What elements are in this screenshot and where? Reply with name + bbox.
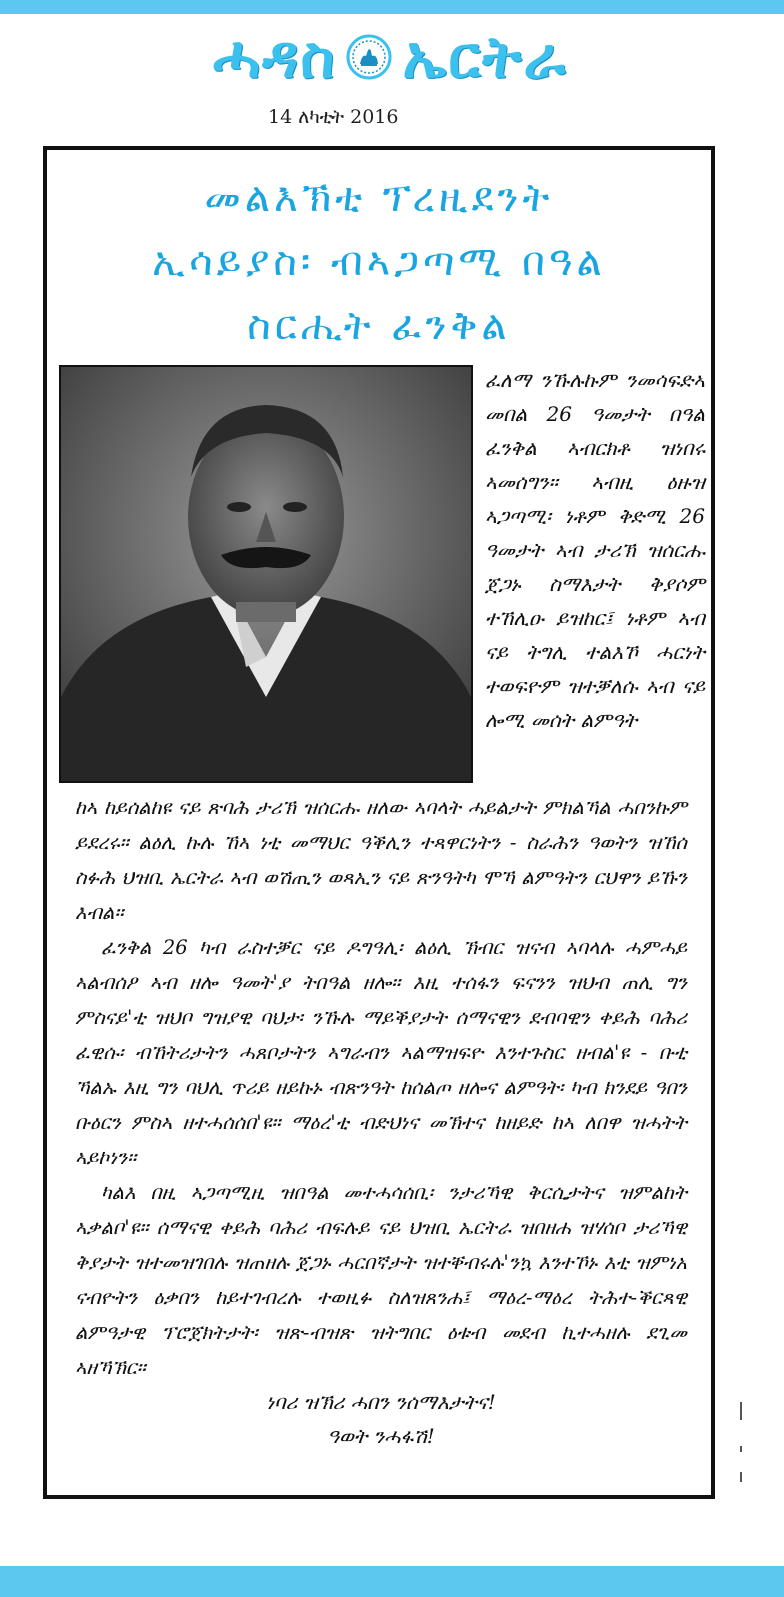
- portrait-image-icon: [61, 367, 471, 781]
- side-column-text: [485, 363, 705, 737]
- portrait-photo: [59, 365, 473, 783]
- masthead: [80, 22, 700, 92]
- article-paragraph-1: ከኣ ከይሰልከዩ ናይ ጽባሕ ታሪኽ ዝሰርሑ ዘለው ኣባላት ሓይልታት ምክልኻል ሓበንኩም ይደረሩ። ልዕሊ ኩሉ ኸኣ ነቲ መማህር ዓቕሊን ተጻዋርነትን - ስራሕን ዓወትን ዝኸሰ ስፉሕ ህዝቢ ኤርትራ ኣብ ወሽጢን ወጻኢን ናይ ጽንዓትካ ሞኻ ልምዓትን ርህዋን ይኹን እብል።: [75, 796, 687, 924]
- issue-date: 14 ለካቲት 2016: [268, 106, 399, 128]
- article-box: [43, 146, 715, 1499]
- article-paragraph-2: ፈንቅል 26 ካብ ራስተቓር ናይ ዶግዓሊ፡ ልዕሊ ኽብር ዝናብ ኣባላሉ ሓምሓይ ኣልብሰዖ ኣብ ዘሎ ዓመት'ያ ትበዓል ዘሎ። እዚ ተሰፋን ፍናንን ዝህብ ጠሊ ግን ምስናይ'ቲ ዝህቦ ግዝያዊ ባህታ፡ ንኹሉ ማይቕያታት ሰማናዊን ደብባዊን ቀይሕ ባሕሪ ፈዊሱ፡ ብኸትሪታትን ሓጸቦታትን ኣግራብን ኣልማዝፍዮ እንተጉስር ዘብል'ዩ - ቡቲ ኻልኡ እዚ ግን ባህሊ ጥሪይ ዘይኩኑ ብጽንዓት ከሰልጦ ዘሎና ልምዓት፡ ካብ ክንደይ ዓበን ቡዕርን ምስኣ ዘተሓሰሰበ'ዩ። ማዕረ'ቲ ብድህነና መኽተና ከዘይድ ከኣ ለበዋ ዝሓትት ኣይኮነን።: [75, 936, 687, 1169]
- headline-line-2: ኢሳይያስ፡ ብኣጋጣሚ በዓል: [152, 239, 606, 285]
- article-paragraph-intro: ፈለማ ንኹሉኩም ንመሳፍድኣ መበል 26 ዓመታት በዓል ፈንቅል ኣብርክቶ ዝነበሩ ኣመሰግን። ኣብዚ ዕዙዝ ኣጋጣሚ፡ ነቶም ቅድሚ 26 ዓመታት ኣብ ታሪኽ ዝሰርሑ ጀጋኑ ስማእታት ቅያሶም ተኸሊዑ ይዝከር፤ ነቶም ኣብ ናይ ትግሊ ተልእኾ ሓርነት ተወፍዮም ዝተቓለሱ ኣብ ናይ ሎሚ መሰት ልምዓት: [485, 368, 705, 732]
- margin-marks: [738, 1402, 744, 1492]
- closing-line-2: ዓወት ንሓፋሽ!: [327, 1424, 435, 1448]
- masthead-title-right: ኤርትራ: [402, 23, 568, 91]
- article-paragraph-3: ካልእ በዚ ኣጋጣሚዚ ዝበዓል መተሓሳሰቢ፡ ንታሪኻዊ ቅርሲታትና ዝምልከት ኣቃልቦ'ዩ። ሰማናዊ ቀይሕ ባሕሪ ብፍሉይ ናይ ህዝቢ ኤርትራ ዝበዘሐ ዝሃሰቦ ታሪኻዊ ቅያታት ዝተመዝገበሉ ዝጠዘሉ ጀጋኑ ሓርበኛታት ዝተቐብሩሉ'ንኳ እንተኾኑ እቲ ዝምነአ ናብዮትን ዕቃበን ከይተገብረሉ ተወዚፉ ስለዝጸንሐ፤ ማዕረ-ማዕረ ትሕተ-ቕርጻዊ ልምዓታዊ ፕሮጀክትታት፡ ዝጽ-ብዝጽ ዝትግበር ዕቱብ መደብ ኪተሓዘሉ ደጊመ ኣዘኻኽር።: [75, 1181, 687, 1379]
- headline-line-1: መልእኽቲ ፕረዚደንት: [204, 175, 554, 221]
- headline: [47, 166, 711, 358]
- bottom-color-band: [0, 1566, 784, 1597]
- closing-line-1: ነባሪ ዝኽሪ ሓበን ንሰማእታትና!: [266, 1390, 496, 1414]
- eritrea-emblem-icon: [346, 34, 392, 80]
- top-color-band: [0, 0, 784, 14]
- headline-line-3: ስርሒት ፈንቅል: [247, 303, 511, 349]
- full-column-text: [75, 790, 687, 1453]
- masthead-title-left: ሓዳስ: [212, 23, 337, 91]
